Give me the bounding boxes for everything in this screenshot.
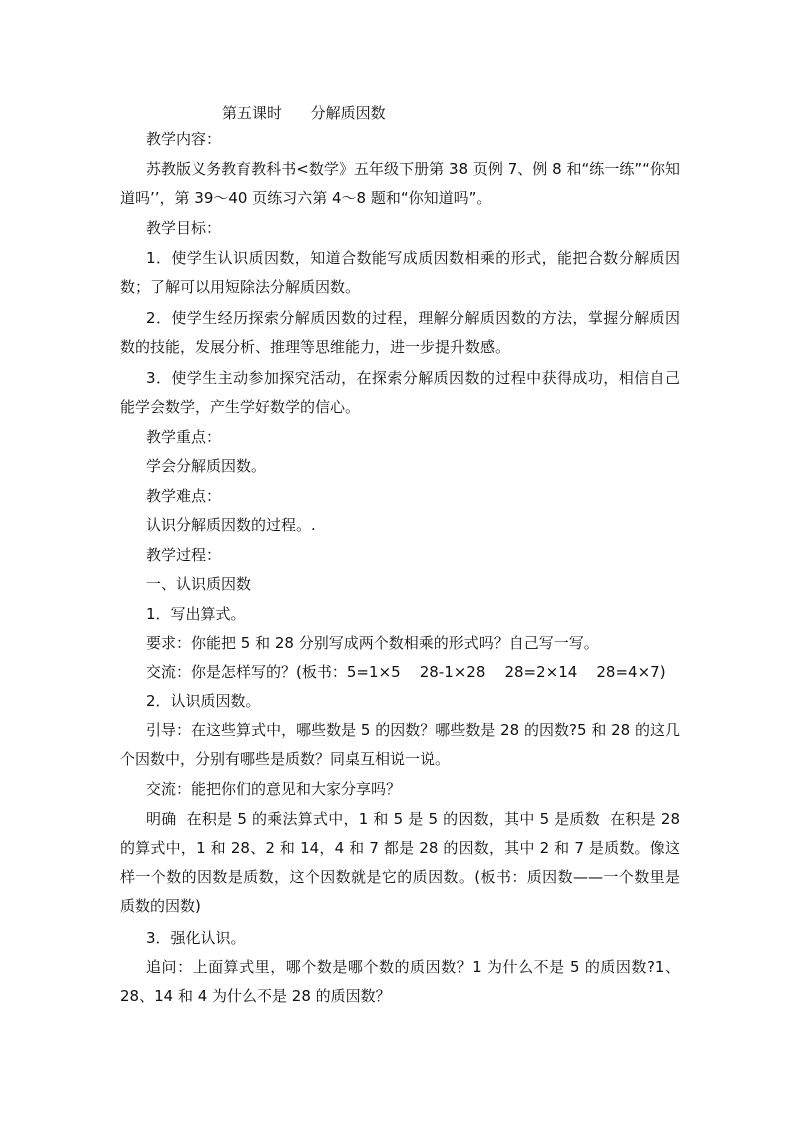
paragraph-section-1: 一、认识质因数: [146, 575, 252, 593]
paragraph-teaching-content: 苏教版义务教育教科书<数学》五年级下册第 38 页例 7、例 8 和“练一练”“你知道吗’’，第 39～40 页练习六第 4～8 题和“你知道吗”。: [120, 160, 680, 207]
lesson-title: 第五课时 分解质因数: [222, 104, 386, 122]
paragraph-step-1: 1．写出算式。: [146, 605, 246, 623]
paragraph-process-heading: 教学过程：: [146, 546, 222, 564]
paragraph-exchange-2: 交流：能把你们的意见和大家分享吗？: [146, 780, 402, 798]
paragraph-exchange-1: 交流：你是怎样写的？(板书：5=1×5 28-1×28 28=2×14 28=4×7): [146, 663, 666, 681]
paragraph-objectives-heading: 教学目标：: [146, 219, 222, 237]
paragraph-key-point-heading: 教学重点：: [146, 428, 222, 446]
paragraph-step-3: 3．强化认识。: [146, 929, 246, 947]
paragraph-objective-1: 1．使学生认识质因数，知道合数能写成质因数相乘的形式，能把合数分解质因数；了解可以用短除法分解质因数。: [120, 249, 680, 296]
paragraph-difficulty: 认识分解质因数的过程。.: [146, 516, 316, 534]
paragraph-follow-up: 追问：上面算式里，哪个数是哪个数的质因数？1 为什么不是 5 的质因数?1、28、14 和 4 为什么不是 28 的质因数？: [120, 958, 680, 1005]
paragraph-guide: 引导：在这些算式中，哪些数是 5 的因数？哪些数是 28 的因数?5 和 28 的这几个因数中，分别有哪些是质数？同桌互相说一说。: [120, 721, 680, 768]
paragraph-difficulty-heading: 教学难点：: [146, 487, 222, 505]
paragraph-objective-3: 3．使学生主动参加探究活动，在探索分解质因数的过程中获得成功，相信自己能学会数学，产生学好数学的信心。: [120, 369, 680, 416]
paragraph-objective-2: 2．使学生经历探索分解质因数的过程，理解分解质因数的方法，掌握分解质因数的技能，发展分析、推理等思维能力，进一步提升数感。: [120, 309, 680, 356]
paragraph-teaching-content-heading: 教学内容：: [146, 130, 222, 148]
paragraph-key-point: 学会分解质因数。: [146, 457, 267, 475]
paragraph-requirement: 要求：你能把 5 和 28 分别写成两个数相乘的形式吗？自己写一写。: [146, 634, 599, 652]
paragraph-step-2: 2．认识质因数。: [146, 692, 261, 710]
paragraph-clarify: 明确 在积是 5 的乘法算式中，1 和 5 是 5 的因数，其中 5 是质数 在积是 28 的算式中，1 和 28、2 和 14，4 和 7 都是 28 的因数，其中 2 和 7 是质数。像这样一个数的因数是质数，这个因数就是它的质因数。(板书：质因数——一个数里是质数的因数): [120, 810, 685, 915]
